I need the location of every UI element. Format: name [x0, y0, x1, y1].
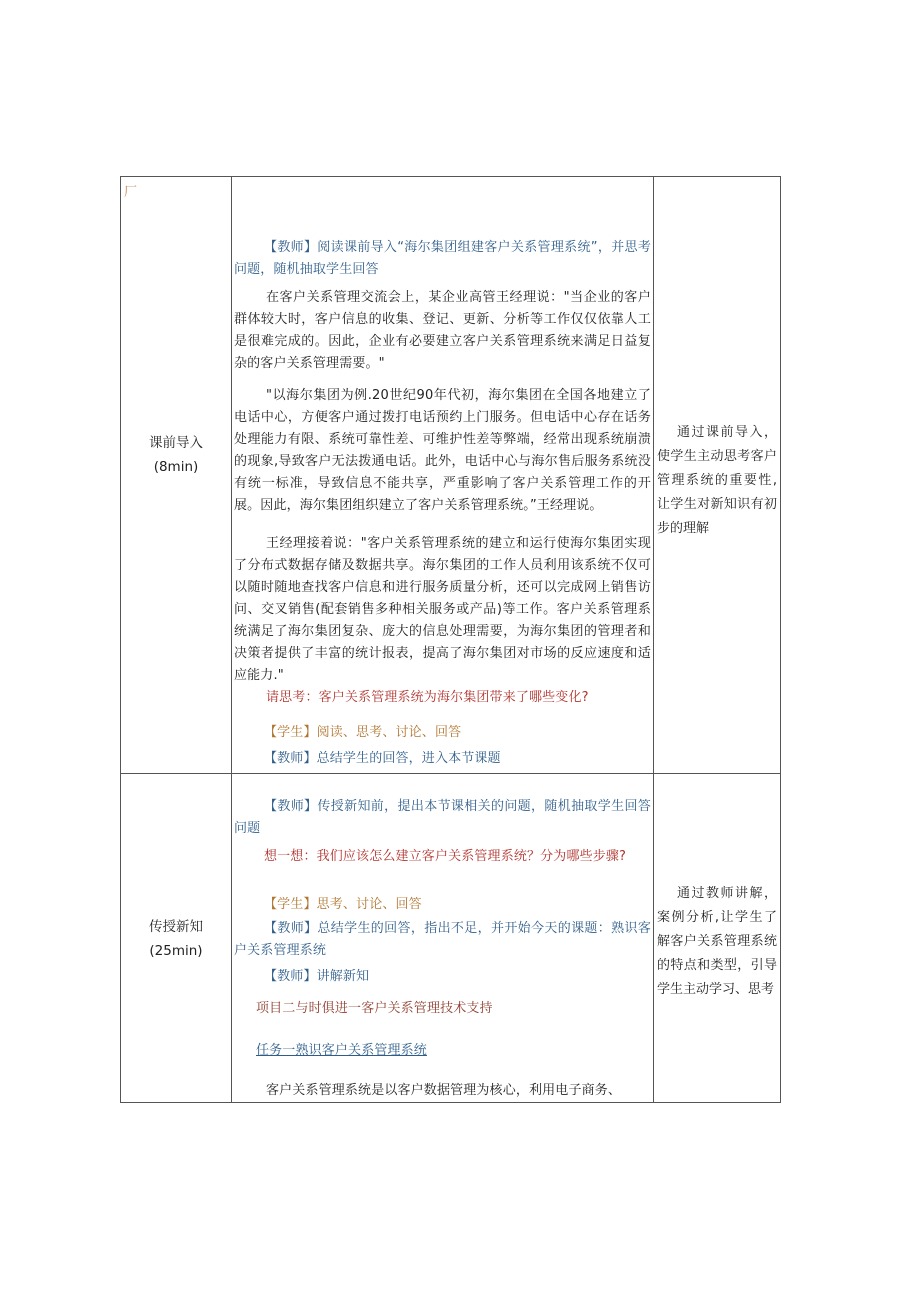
teaching-aim: 通过课前导入，使学生主动思考客户管理系统的重要性,让学生对新知识有初步的理解 [657, 425, 777, 536]
paragraph: "以海尔集团为例.20世纪90年代初，海尔集团在全国各地建立了电话中心，方便客户通过拨打电话预约上门服务。但电话中心存在话务处理能力有限、系统可靠性差、可维护性差等弊端，经常出现系统崩溃的现象,导致客户无法拨通电话。此外，电话中心与海尔售后服务系统没有统一标准，导致信息不能共享，严重影响了客户关系管理工作的开展。因此，海尔集团组织建立了客户关系管理系统。”王经理说。 [234, 388, 651, 513]
paragraph: 在客户关系管理交流会上，某企业高管王经理说："当企业的客户群体较大时，客户信息的收集、登记、更新、分析等工作仅仅依靠人工是很难完成的。因此，企业有必要建立客户关系管理系统来满足日益复杂的客户关系管理需要。" [234, 290, 651, 371]
aim-cell [654, 774, 781, 1103]
stage-cell [121, 774, 232, 1103]
content-cell [232, 774, 654, 1103]
stage-duration: (25min) [149, 943, 203, 959]
stage-name: 传授新知 [149, 919, 203, 935]
stage-duration: (8min) [153, 459, 199, 475]
think-question: 想一想：我们应该怎么建立客户关系管理系统？分为哪些步骤? [264, 849, 627, 864]
stage-cell [121, 177, 232, 774]
content-cell [232, 177, 654, 774]
corner-mark: 厂 [124, 185, 138, 200]
stage-name: 课前导入 [149, 435, 203, 451]
teacher-lecture: 【教师】讲解新知 [264, 969, 370, 984]
question: 请思考：客户关系管理系统为海尔集团带来了哪些变化? [266, 690, 589, 705]
paragraph: 客户关系管理系统是以客户数据管理为核心，利用电子商务、 [266, 1083, 622, 1098]
task-title-link[interactable]: 任务一熟识客户关系管理系统 [256, 1043, 427, 1058]
lesson-plan-table [120, 176, 781, 1103]
table-row [121, 177, 781, 774]
table-row [121, 774, 781, 1103]
teacher-summary: 【教师】总结学生的回答，进入本节课题 [264, 751, 501, 766]
student-activity: 【学生】阅读、思考、讨论、回答 [264, 725, 462, 740]
teacher-question: 【教师】传授新知前，提出本节课相关的问题，随机抽取学生回答问题 [234, 799, 651, 836]
project-title: 项目二与时俱进一客户关系管理技术支持 [256, 1001, 493, 1016]
student-activity: 【学生】思考、讨论、回答 [264, 897, 422, 912]
teacher-summary: 【教师】总结学生的回答，指出不足，并开始今天的课题：熟识客户关系管理系统 [234, 921, 651, 958]
teacher-intro: 【教师】阅读课前导入“海尔集团组建客户关系管理系统”，并思考问题，随机抽取学生回答 [234, 240, 651, 277]
aim-cell [654, 177, 781, 774]
teaching-aim: 通过教师讲解，案例分析,让学生了解客户关系管理系统的特点和类型，引导学生主动学习、思考 [657, 886, 777, 997]
paragraph: 王经理接着说："客户关系管理系统的建立和运行使海尔集团实现了分布式数据存储及数据共享。海尔集团的工作人员利用该系统不仅可以随时随地查找客户信息和进行服务质量分析，还可以完成网上销售访问、交叉销售(配套销售多种相关服务或产品)等工作。客户关系管理系统满足了海尔集团复杂、庞大的信息处理需要，为海尔集团的管理者和决策者提供了丰富的统计报表，提高了海尔集团对市场的反应速度和适应能力." [234, 536, 651, 683]
